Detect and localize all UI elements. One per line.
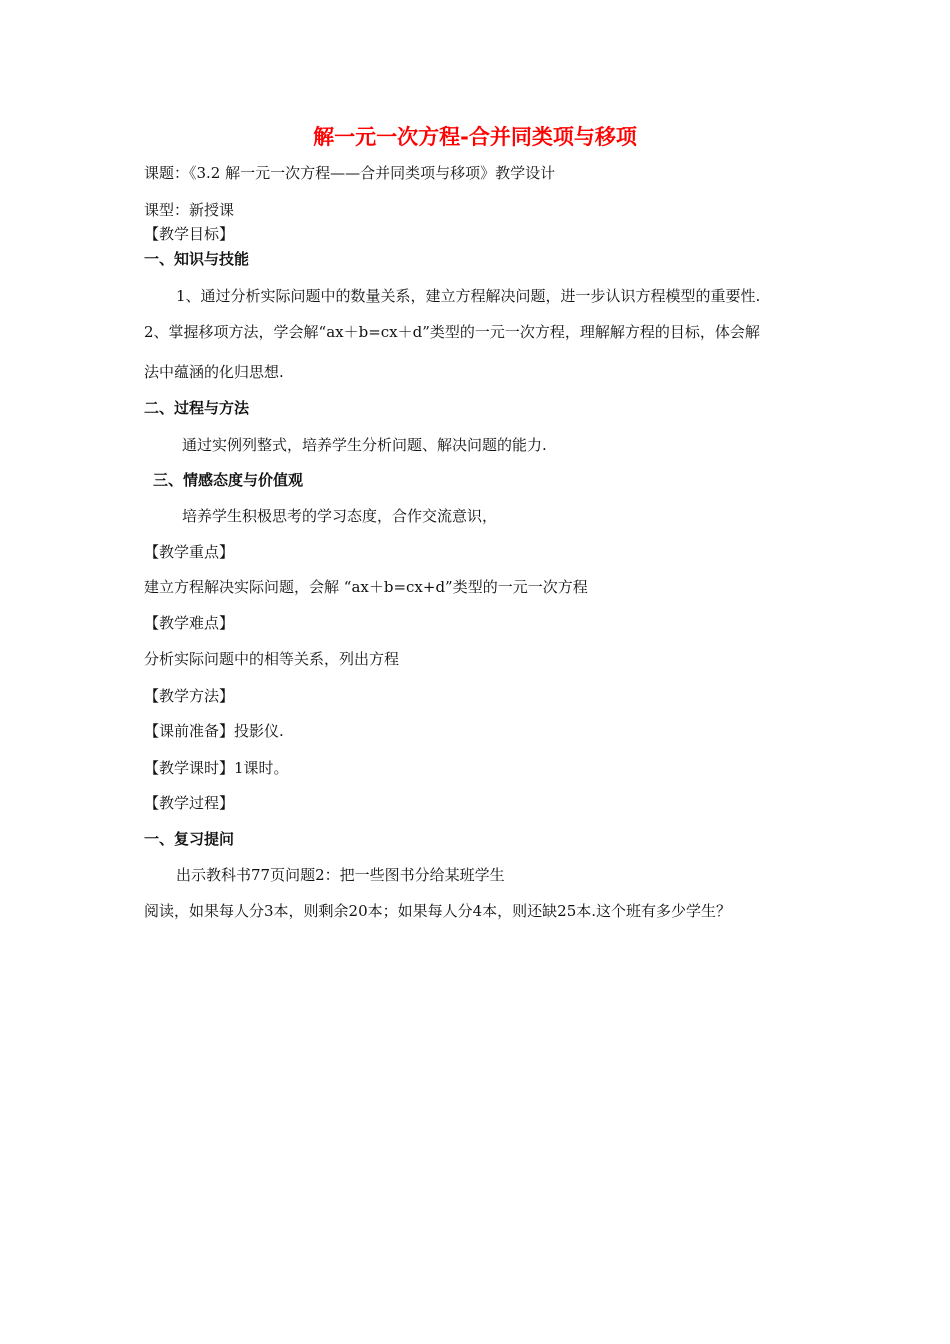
document-title: 解一元一次方程-合并同类项与移项 xyxy=(313,125,637,149)
key-points-header: 【教学重点】 xyxy=(144,543,235,561)
review-paragraph-1: 出示教科书77页问题2：把一些图书分给某班学生 xyxy=(176,866,505,884)
difficulties-header: 【教学难点】 xyxy=(144,614,235,632)
section-heading-process: 二、过程与方法 xyxy=(144,399,250,417)
paragraph-process: 通过实例列整式，培养学生分析问题、解决问题的能力. xyxy=(182,436,547,454)
course-type: 课型：新授课 xyxy=(144,201,235,219)
paragraph-attitude: 培养学生积极思考的学习态度，合作交流意识， xyxy=(182,507,498,525)
review-paragraph-2: 阅读，如果每人分3本，则剩余20本；如果每人分4本，则还缺25本.这个班有多少学生？ xyxy=(144,902,732,920)
paragraph-knowledge-2-line1: 2、掌握移项方法，学会解“ax＋b=cx＋d”类型的一元一次方程，理解解方程的目标，体会解 xyxy=(144,323,760,341)
preparation-line: 【课前准备】投影仪. xyxy=(144,722,284,740)
section-heading-attitude: 三、情感态度与价值观 xyxy=(153,471,304,489)
method-header: 【教学方法】 xyxy=(144,687,235,705)
process-header: 【教学过程】 xyxy=(144,794,235,812)
key-points-text: 建立方程解决实际问题，会解 “ax＋b=cx+d”类型的一元一次方程 xyxy=(144,578,588,596)
section-heading-review: 一、复习提问 xyxy=(144,830,235,848)
course-topic: 课题：《3.2 解一元一次方程——合并同类项与移项》教学设计 xyxy=(144,164,556,182)
section-heading-knowledge: 一、知识与技能 xyxy=(144,250,250,268)
objectives-header: 【教学目标】 xyxy=(144,225,235,243)
class-hours-line: 【教学课时】1课时。 xyxy=(144,759,289,777)
paragraph-knowledge-2-line2: 法中蕴涵的化归思想. xyxy=(144,363,284,381)
difficulties-text: 分析实际问题中的相等关系，列出方程 xyxy=(144,650,400,668)
paragraph-knowledge-1: 1、通过分析实际问题中的数量关系，建立方程解决问题，进一步认识方程模型的重要性. xyxy=(176,287,761,305)
